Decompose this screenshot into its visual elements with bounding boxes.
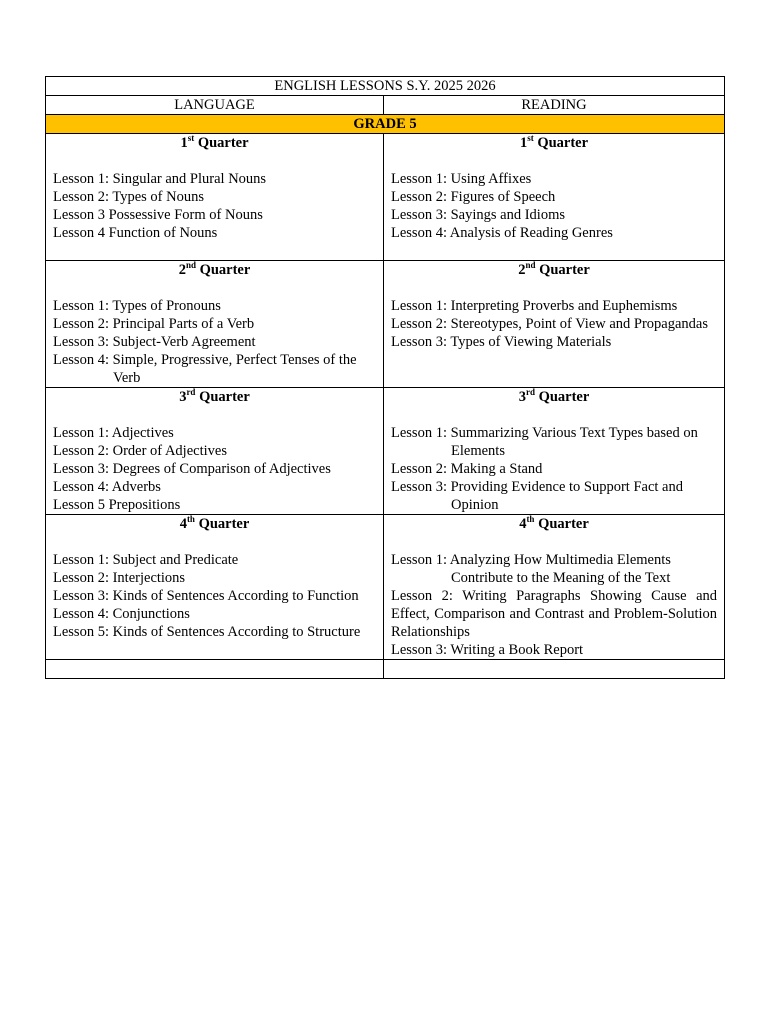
reading-cell-q2 (384, 261, 725, 388)
quarter-row-2 (46, 261, 725, 388)
lesson-item: Lesson 2: Order of Adjectives (53, 443, 227, 459)
lesson-item: Lesson 4: Simple, Progressive, Perfect Tenses of the (53, 352, 357, 368)
lesson-item: Lesson 1: Subject and Predicate (53, 552, 239, 568)
lesson-item-continuation: Verb (113, 370, 141, 386)
lesson-item: Lesson 3: Kinds of Sentences According to Function (53, 588, 359, 604)
lesson-item: Lesson 1: Interpreting Proverbs and Euphemisms (391, 298, 678, 314)
lessons-table (45, 76, 725, 679)
quarter-heading: 2nd Quarter (178, 260, 251, 278)
lesson-item: Lesson 3: Sayings and Idioms (391, 207, 565, 223)
language-cell-q4 (46, 515, 384, 660)
quarter-heading: 1st Quarter (180, 133, 249, 151)
column-header-reading: READING (384, 96, 725, 115)
column-header-language: LANGUAGE (46, 96, 384, 115)
lesson-item: Lesson 1: Summarizing Various Text Types based on (391, 425, 698, 441)
quarter-heading: 3rd Quarter (179, 387, 250, 405)
language-cell-q2 (46, 261, 384, 388)
language-cell-q3 (46, 388, 384, 515)
lesson-item: Lesson 2: Principal Parts of a Verb (53, 316, 255, 332)
empty-row (46, 660, 725, 679)
lesson-item: Lesson 2: Types of Nouns (53, 189, 204, 205)
lesson-item: Lesson 4: Conjunctions (53, 606, 190, 622)
quarter-heading: 2nd Quarter (518, 260, 590, 278)
lesson-item: Lesson 2: Figures of Speech (391, 189, 556, 205)
lesson-item: Lesson 3: Degrees of Comparison of Adjectives (53, 461, 331, 477)
reading-cell-q1 (384, 134, 725, 261)
quarter-heading: 4th Quarter (179, 514, 250, 532)
lesson-item: Lesson 5: Kinds of Sentences According to Structure (53, 624, 361, 640)
lesson-item: Lesson 1: Using Affixes (391, 171, 532, 187)
lesson-item: Lesson 3 Possessive Form of Nouns (53, 207, 263, 223)
lesson-item: Lesson 1: Singular and Plural Nouns (53, 171, 267, 187)
language-cell-q1 (46, 134, 384, 261)
lesson-item: Lesson 3: Subject-Verb Agreement (53, 334, 256, 350)
lesson-item: Lesson 3: Types of Viewing Materials (391, 334, 612, 350)
lesson-item: Lesson 2: Stereotypes, Point of View and Propagandas (391, 316, 709, 332)
reading-cell-q3 (384, 388, 725, 515)
lesson-item: Lesson 2: Interjections (53, 570, 186, 586)
reading-cell-q4 (384, 515, 725, 660)
lesson-item: Lesson 2: Making a Stand (391, 461, 543, 477)
lesson-item: Lesson 1: Types of Pronouns (53, 298, 221, 314)
empty-cell (46, 660, 384, 679)
document-title: ENGLISH LESSONS S.Y. 2025 2026 (46, 77, 725, 96)
quarter-row-3 (46, 388, 725, 515)
lesson-item: Lesson 1: Analyzing How Multimedia Elements (391, 552, 671, 568)
quarter-heading: 1st Quarter (519, 133, 589, 151)
lesson-item-continuation: Opinion (451, 497, 499, 513)
lesson-item: Lesson 3: Writing a Book Report (391, 642, 584, 658)
lesson-item: Lesson 4: Adverbs (53, 479, 161, 495)
quarter-row-4 (46, 515, 725, 660)
lesson-item: Lesson 1: Adjectives (53, 425, 174, 441)
lesson-item: Lesson 3: Providing Evidence to Support Fact and (391, 479, 683, 495)
quarter-heading: 3rd Quarter (518, 387, 590, 405)
lesson-item: Lesson 4: Analysis of Reading Genres (391, 225, 613, 241)
lesson-item: Lesson 4 Function of Nouns (53, 225, 218, 241)
lesson-item: Lesson 5 Prepositions (53, 497, 181, 513)
grade-banner: GRADE 5 (46, 115, 725, 134)
quarter-row-1 (46, 134, 725, 261)
quarter-heading: 4th Quarter (519, 514, 589, 532)
empty-cell (384, 660, 725, 679)
lesson-item-continuation: Elements (451, 443, 505, 459)
lesson-item-continuation: Contribute to the Meaning of the Text (451, 570, 671, 586)
lesson-item: Lesson 2: Writing Paragraphs Showing Cause and Effect, Comparison and Contrast and Problem-Solution Relationships (391, 588, 718, 640)
